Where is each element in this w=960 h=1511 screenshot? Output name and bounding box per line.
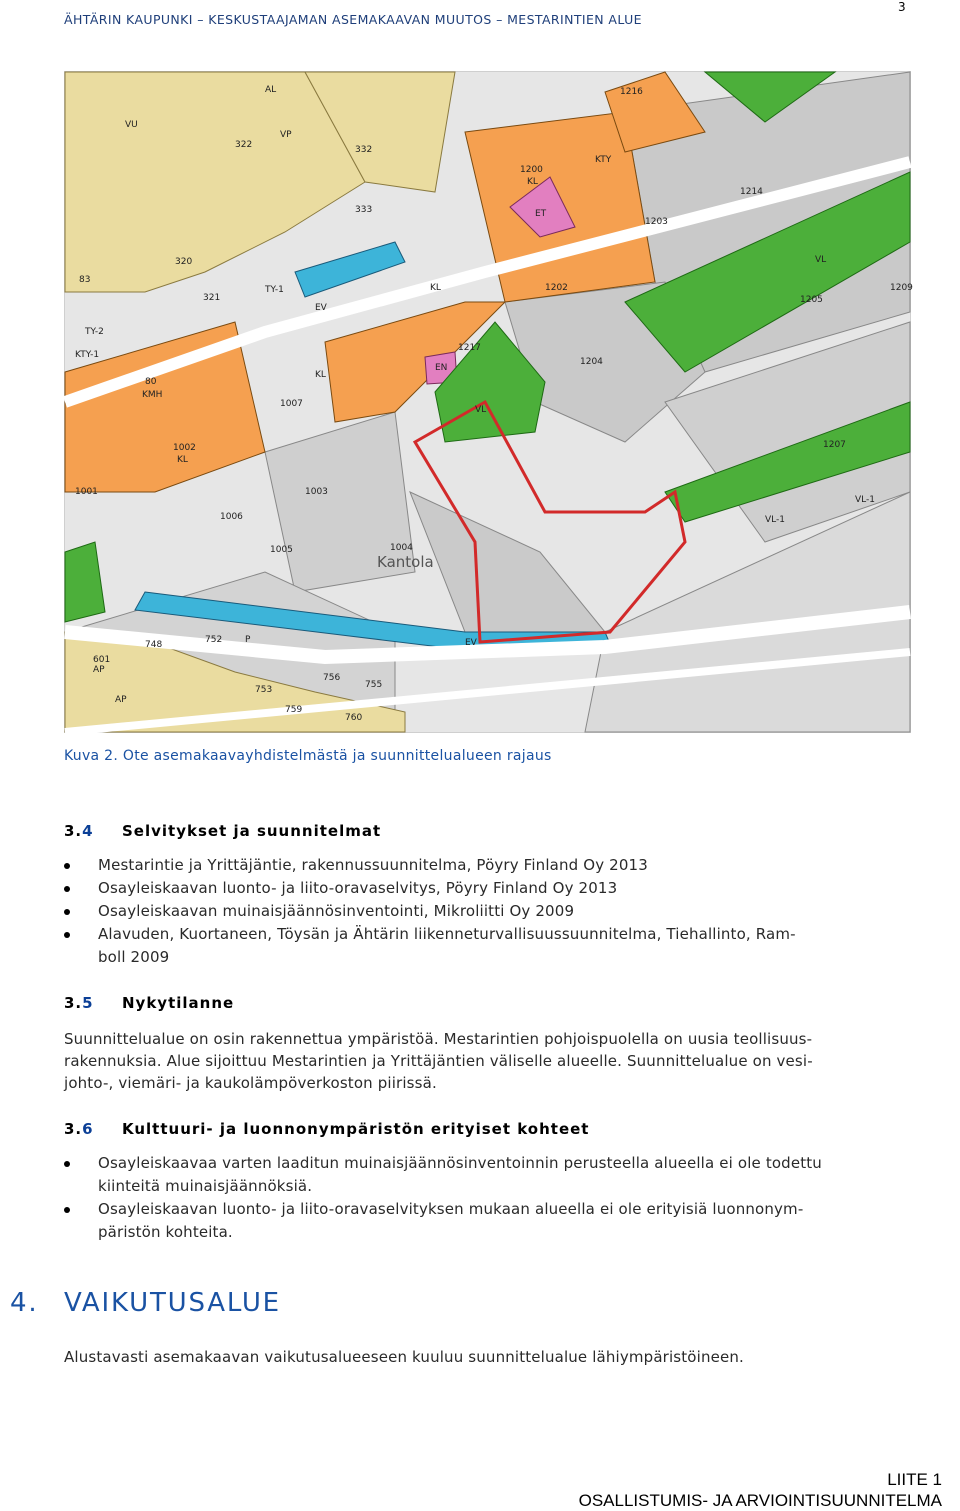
list-item: Osayleiskaavaa varten laaditun muinaisjäännösinventoinnin perusteella alueella ei ole todettu kiinteitä muinaisjäännöksiä.	[64, 1152, 924, 1198]
svg-text:1217: 1217	[458, 343, 481, 353]
footer-appendix-label: LIITE 1	[887, 1470, 942, 1489]
svg-text:321: 321	[203, 293, 221, 303]
section-3-5-title: Nykytilanne	[122, 994, 235, 1012]
svg-text:1209: 1209	[890, 283, 913, 293]
svg-text:1205: 1205	[800, 295, 823, 305]
svg-text:AP: AP	[115, 695, 127, 705]
svg-text:333: 333	[355, 205, 373, 215]
svg-text:1007: 1007	[280, 399, 303, 409]
svg-text:TY-1: TY-1	[265, 285, 284, 295]
svg-text:VL: VL	[475, 405, 487, 415]
svg-text:ET: ET	[535, 209, 547, 219]
list-item: Mestarintie ja Yrittäjäntie, rakennussuunnitelma, Pöyry Finland Oy 2013	[64, 854, 914, 877]
paragraph-line: Suunnittelualue on osin rakennettua ympäristöä. Mestarintien pohjoispuolella on uusia teollisuus-	[64, 1030, 813, 1048]
svg-text:TY-2: TY-2	[85, 327, 104, 337]
svg-text:AP: AP	[93, 665, 105, 675]
section-3-6-title: Kulttuuri- ja luonnonympäristön erityiset kohteet	[122, 1120, 590, 1138]
svg-text:1005: 1005	[270, 545, 293, 555]
svg-text:759: 759	[285, 705, 303, 715]
page-number: 3	[898, 0, 906, 14]
section-4-heading: 4. VAIKUTUSALUE	[10, 1288, 281, 1318]
svg-text:EV: EV	[465, 638, 477, 648]
svg-text:KTY-1: KTY-1	[75, 350, 100, 360]
svg-text:VU: VU	[125, 120, 138, 130]
footer-document-title: OSALLISTUMIS- JA ARVIOINTISUUNNITELMA	[578, 1491, 942, 1510]
svg-text:1214: 1214	[740, 187, 763, 197]
svg-text:VP: VP	[280, 130, 292, 140]
figure-caption: Kuva 2. Ote asemakaavayhdistelmästä ja suunnittelualueen rajaus	[64, 748, 552, 764]
svg-text:1216: 1216	[620, 87, 643, 97]
svg-text:755: 755	[365, 680, 383, 690]
svg-text:VL: VL	[815, 255, 827, 265]
svg-text:VL-1: VL-1	[765, 515, 785, 525]
svg-text:748: 748	[145, 640, 163, 650]
svg-text:760: 760	[345, 713, 363, 723]
svg-text:752: 752	[205, 635, 223, 645]
svg-text:1002: 1002	[173, 443, 196, 453]
list-item: Osayleiskaavan muinaisjäännösinventointi, Mikroliitti Oy 2009	[64, 900, 914, 923]
svg-text:1204: 1204	[580, 357, 603, 367]
paragraph-line: rakennuksia. Alue sijoittuu Mestarintien ja Yrittäjäntien väliselle alueelle. Suunnittelualue on vesi-	[64, 1052, 813, 1070]
section-4-paragraph: Alustavasti asemakaavan vaikutusalueeseen kuuluu suunnittelualue lähiympäristöineen.	[64, 1348, 744, 1366]
section-3-4-heading: 3.4 Selvitykset ja suunnitelmat	[64, 822, 382, 840]
svg-text:KL: KL	[177, 455, 188, 465]
svg-text:1200: 1200	[520, 165, 543, 175]
paragraph-line: johto-, viemäri- ja kaukolämpöverkoston piirissä.	[64, 1074, 437, 1092]
svg-text:1203: 1203	[645, 217, 668, 227]
svg-text:EN: EN	[435, 363, 448, 373]
svg-text:332: 332	[355, 145, 373, 155]
svg-text:83: 83	[79, 275, 91, 285]
svg-text:601: 601	[93, 655, 111, 665]
section-3-4-title: Selvitykset ja suunnitelmat	[122, 822, 382, 840]
svg-text:KTY: KTY	[595, 155, 612, 165]
list-item: Osayleiskaavan luonto- ja liito-oravaselvityksen mukaan alueella ei ole erityisiä luonnonym- päristön kohteita.	[64, 1198, 924, 1244]
section-3-5-heading: 3.5 Nykytilanne	[64, 994, 235, 1012]
section-3-6-heading: 3.6 Kulttuuri- ja luonnonympäristön erityiset kohteet	[64, 1120, 590, 1138]
zoning-map-image	[64, 71, 911, 733]
section-3-4-list	[64, 854, 914, 969]
svg-text:P: P	[245, 635, 251, 645]
svg-text:1006: 1006	[220, 512, 243, 522]
svg-text:VL-1: VL-1	[855, 495, 875, 505]
svg-text:1004: 1004	[390, 543, 413, 553]
section-4-title: VAIKUTUSALUE	[64, 1288, 281, 1318]
svg-text:80: 80	[145, 377, 157, 387]
section-3-5-paragraph	[64, 1028, 924, 1094]
svg-text:KL: KL	[315, 370, 326, 380]
list-item: Osayleiskaavan luonto- ja liito-oravaselvitys, Pöyry Finland Oy 2013	[64, 877, 914, 900]
svg-text:EV: EV	[315, 303, 327, 313]
svg-text:KMH: KMH	[142, 390, 163, 400]
header-title: ÄHTÄRIN KAUPUNKI – KESKUSTAAJAMAN ASEMAKAAVAN MUUTOS – MESTARINTIEN ALUE	[64, 12, 642, 27]
svg-text:1202: 1202	[545, 283, 568, 293]
svg-text:756: 756	[323, 673, 341, 683]
svg-text:Kantola: Kantola	[377, 553, 434, 571]
svg-text:1003: 1003	[305, 487, 328, 497]
svg-text:322: 322	[235, 140, 253, 150]
svg-text:KL: KL	[527, 177, 538, 187]
svg-text:KL: KL	[430, 283, 441, 293]
svg-text:1207: 1207	[823, 440, 846, 450]
svg-text:1001: 1001	[75, 487, 98, 497]
svg-text:320: 320	[175, 257, 193, 267]
svg-text:753: 753	[255, 685, 273, 695]
section-3-6-list	[64, 1152, 924, 1244]
svg-text:AL: AL	[265, 85, 277, 95]
list-item: Alavuden, Kuortaneen, Töysän ja Ähtärin liikenneturvallisuussuunnitelma, Tiehallinto, Ram- boll 2009	[64, 923, 914, 969]
